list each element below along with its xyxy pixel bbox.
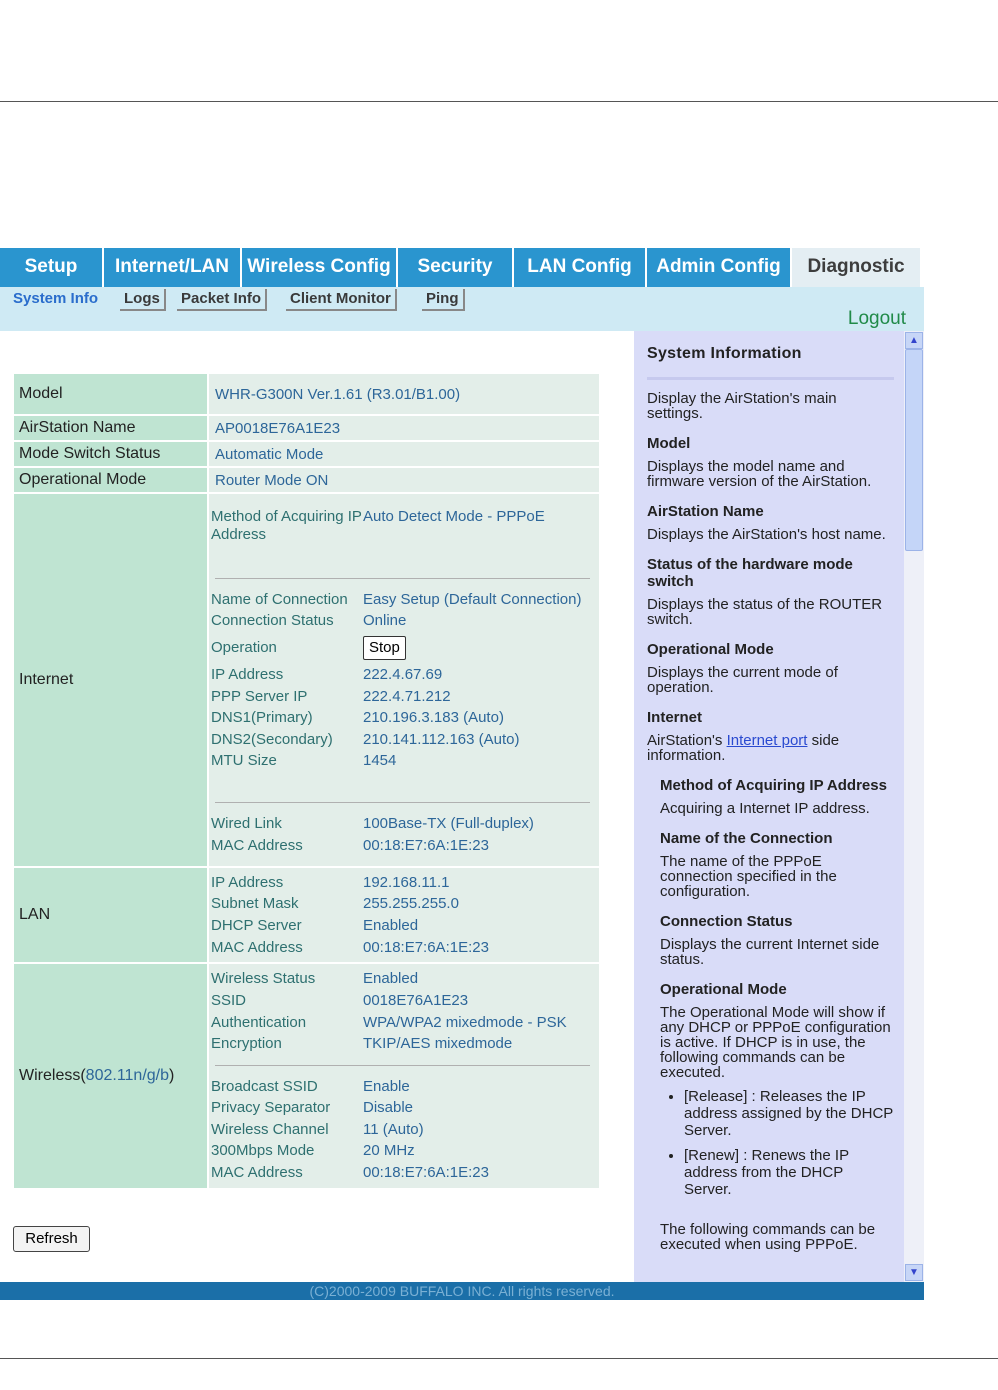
- internet-label: Internet: [14, 494, 207, 866]
- operation-key: Operation: [211, 639, 277, 657]
- kv-subnet: [211, 893, 598, 915]
- help-bullet-release: • [Release] : Releases the IP address assigned by the DHCP Server.: [684, 1088, 894, 1139]
- mtu-key: MTU Size: [211, 752, 277, 770]
- help-op-heading: Operational Mode: [660, 981, 787, 998]
- tab-diagnostic[interactable]: Diagnostic: [792, 248, 920, 287]
- help-bullet-renew: • [Renew] : Renews the IP address from the DHCP Server.: [684, 1147, 894, 1198]
- airstation-name-label: AirStation Name: [14, 416, 207, 440]
- kv-broadcast-ssid: [211, 1076, 598, 1098]
- wl-mac-value: 00:18:E7:6A:1E:23: [363, 1164, 489, 1182]
- row-lan: [14, 868, 599, 962]
- system-info-table: [12, 372, 601, 1190]
- wired-key: Wired Link: [211, 814, 282, 832]
- conn-status-key: Connection Status: [211, 612, 334, 630]
- enc-value: TKIP/AES mixedmode: [363, 1035, 513, 1053]
- help-connstatus-heading: Connection Status: [660, 913, 793, 930]
- subtab-system-info[interactable]: System Info: [13, 290, 99, 307]
- bssid-key: Broadcast SSID: [211, 1077, 318, 1095]
- scroll-up-icon[interactable]: ▲: [905, 332, 923, 349]
- operational-mode-label: Operational Mode: [14, 468, 207, 492]
- help-scrollbar[interactable]: [904, 331, 924, 1282]
- method-key: Method of Acquiring IP Address: [211, 507, 362, 543]
- subtab-packet-info[interactable]: Packet Info: [177, 289, 267, 311]
- row-operational-mode: [14, 468, 599, 492]
- channel-value: 11 (Auto): [363, 1120, 424, 1138]
- help-panel: [634, 331, 904, 1282]
- kv-auth: [211, 1012, 598, 1034]
- help-name-heading: AirStation Name: [647, 503, 764, 520]
- mode-switch-value: Automatic Mode: [209, 442, 599, 466]
- logout-link[interactable]: Logout: [847, 308, 906, 329]
- page-bottom-rule: [0, 1358, 998, 1359]
- help-model-text: Displays the model name and firmware version of the AirStation.: [647, 458, 872, 490]
- help-intro: Display the AirStation's main settings.: [647, 390, 837, 422]
- main-content: [0, 331, 634, 1282]
- wl-status-value: Enabled: [363, 970, 419, 988]
- kv-dns2: [211, 729, 598, 751]
- lan-mac-value: 00:18:E7:6A:1E:23: [363, 938, 489, 956]
- privacy-value: Disable: [363, 1099, 414, 1117]
- main-tab-bar: [0, 248, 924, 287]
- kv-wired-link: [211, 813, 598, 835]
- help-name-text: Displays the AirStation's host name.: [647, 526, 886, 543]
- help-opmode-heading: Operational Mode: [647, 641, 774, 658]
- dns1-value: 210.196.3.183 (Auto): [363, 709, 504, 727]
- stop-button[interactable]: Stop: [363, 636, 406, 660]
- kv-wireless-mac: [211, 1162, 598, 1184]
- tab-wireless-config[interactable]: Wireless Config: [242, 248, 396, 287]
- tab-setup[interactable]: Setup: [0, 248, 102, 287]
- operational-mode-value: Router Mode ON: [209, 468, 599, 492]
- method-value: Auto Detect Mode - PPPoE: [363, 507, 545, 525]
- ppp-key: PPP Server IP: [211, 687, 308, 705]
- tab-internet-lan[interactable]: Internet/LAN: [104, 248, 240, 287]
- tab-lan-config[interactable]: LAN Config: [514, 248, 645, 287]
- privacy-key: Privacy Separator: [211, 1099, 331, 1117]
- kv-conn-name: [211, 589, 598, 611]
- dns2-value: 210.141.112.163 (Auto): [363, 730, 520, 748]
- conn-status-value: Online: [363, 612, 407, 630]
- wired-value: 100Base-TX (Full-duplex): [363, 814, 534, 832]
- lan-mac-key: MAC Address: [211, 938, 303, 956]
- wl-status-key: Wireless Status: [211, 970, 316, 988]
- refresh-button[interactable]: Refresh: [13, 1226, 90, 1252]
- wireless-standard: 802.11n/g/b: [85, 1067, 170, 1084]
- help-switch-text: Displays the status of the ROUTER switch.: [647, 596, 883, 628]
- row-internet: [14, 494, 599, 866]
- model-value: WHR-G300N Ver.1.61 (R3.01/B1.00): [209, 374, 599, 414]
- help-op-text: The Operational Mode will show if any DHCP or PPPoE configuration is active. If DHCP is in use, the following commands can be executed.: [660, 1004, 891, 1081]
- scroll-down-icon[interactable]: ▼: [905, 1264, 923, 1281]
- dhcp-value: Enabled: [363, 917, 419, 934]
- scroll-thumb[interactable]: [905, 349, 923, 551]
- bssid-value: Enable: [363, 1077, 410, 1095]
- help-model-heading: Model: [647, 435, 691, 452]
- kv-ssid: [211, 990, 598, 1012]
- kv-dhcp: [211, 915, 598, 937]
- row-airstation-name: [14, 416, 599, 440]
- internet-mac-value: 00:18:E7:6A:1E:23: [363, 836, 489, 854]
- kv-lan-mac: [211, 937, 598, 959]
- lan-details: [209, 868, 599, 962]
- conn-name-value: Easy Setup (Default Connection): [363, 590, 582, 608]
- tab-security[interactable]: Security: [398, 248, 512, 287]
- dhcp-key: DHCP Server: [211, 917, 302, 934]
- help-connname-text: The name of the PPPoE connection specified in the configuration.: [660, 853, 837, 900]
- kv-wireless-status: [211, 968, 598, 990]
- lan-ip-value: 192.168.11.1: [363, 873, 450, 891]
- help-internet-text: AirStation's Internet port side information.: [647, 732, 840, 764]
- kv-channel: [211, 1119, 598, 1141]
- kv-lan-ip: [211, 872, 598, 894]
- help-internet-heading: Internet: [647, 709, 703, 726]
- lan-label: LAN: [14, 868, 207, 962]
- dns2-key: DNS2(Secondary): [211, 730, 333, 748]
- subtab-logs[interactable]: Logs: [120, 289, 166, 311]
- help-method-heading: Method of Acquiring IP Address: [660, 777, 887, 794]
- internet-details: [209, 494, 599, 866]
- conn-name-key: Name of Connection: [211, 590, 348, 608]
- kv-privacy: [211, 1097, 598, 1119]
- mode300-value: 20 MHz: [363, 1142, 415, 1160]
- ppp-value: 222.4.71.212: [363, 687, 451, 705]
- kv-dns1: [211, 707, 598, 729]
- help-title: System Information: [647, 345, 802, 362]
- help-connstatus-text: Displays the current Internet side status.: [660, 936, 880, 968]
- mtu-value: 1454: [363, 752, 397, 770]
- enc-key: Encryption: [211, 1035, 282, 1053]
- kv-operation: [211, 632, 598, 664]
- ssid-value: 0018E76A1E23: [363, 991, 469, 1009]
- help-opmode-text: Displays the current mode of operation.: [647, 664, 838, 696]
- internet-mac-key: MAC Address: [211, 836, 303, 854]
- mode300-key: 300Mbps Mode: [211, 1142, 315, 1160]
- subtab-client-monitor[interactable]: Client Monitor: [286, 289, 397, 311]
- help-switch-heading: Status of the hardware mode switch: [647, 556, 853, 590]
- subtab-ping[interactable]: Ping: [422, 289, 465, 311]
- auth-value: WPA/WPA2 mixedmode - PSK: [363, 1013, 567, 1031]
- row-mode-switch: [14, 442, 599, 466]
- mode-switch-label: Mode Switch Status: [14, 442, 207, 466]
- page-top-rule: [0, 101, 998, 102]
- model-label: Model: [14, 374, 207, 414]
- help-connname-heading: Name of the Connection: [660, 830, 833, 847]
- help-title-rule: [647, 377, 894, 380]
- sub-tab-bar: [0, 287, 924, 331]
- wireless-label: Wireless(802.11n/g/b): [14, 964, 207, 1188]
- ip-key: IP Address: [211, 666, 284, 684]
- kv-ppp-server: [211, 686, 598, 708]
- row-wireless: [14, 964, 599, 1188]
- auth-key: Authentication: [211, 1013, 307, 1031]
- row-model: [14, 374, 599, 414]
- wireless-details: [209, 964, 599, 1188]
- kv-conn-status: [211, 610, 598, 632]
- airstation-name-value: AP0018E76A1E23: [209, 416, 599, 440]
- tab-admin-config[interactable]: Admin Config: [647, 248, 790, 287]
- internet-port-link[interactable]: Internet port: [726, 732, 808, 749]
- channel-key: Wireless Channel: [211, 1120, 329, 1138]
- kv-mtu: [211, 750, 598, 772]
- subnet-value: 255.255.255.0: [363, 895, 459, 913]
- help-method-text: Acquiring a Internet IP address.: [660, 800, 870, 817]
- kv-internet-mac: [211, 835, 598, 857]
- kv-ip: [211, 664, 598, 686]
- help-trailing-text: The following commands can be executed when using PPPoE.: [660, 1221, 876, 1253]
- lan-ip-key: IP Address: [211, 873, 284, 891]
- copyright-footer: (C)2000-2009 BUFFALO INC. All rights reserved.: [0, 1282, 924, 1300]
- wl-mac-key: MAC Address: [211, 1164, 303, 1182]
- ip-value: 222.4.67.69: [363, 666, 443, 684]
- kv-300mbps: [211, 1140, 598, 1162]
- kv-encryption: [211, 1033, 598, 1055]
- dns1-key: DNS1(Primary): [211, 709, 313, 727]
- help-command-list: [660, 1088, 894, 1198]
- ssid-key: SSID: [211, 991, 247, 1009]
- subnet-key: Subnet Mask: [211, 895, 299, 913]
